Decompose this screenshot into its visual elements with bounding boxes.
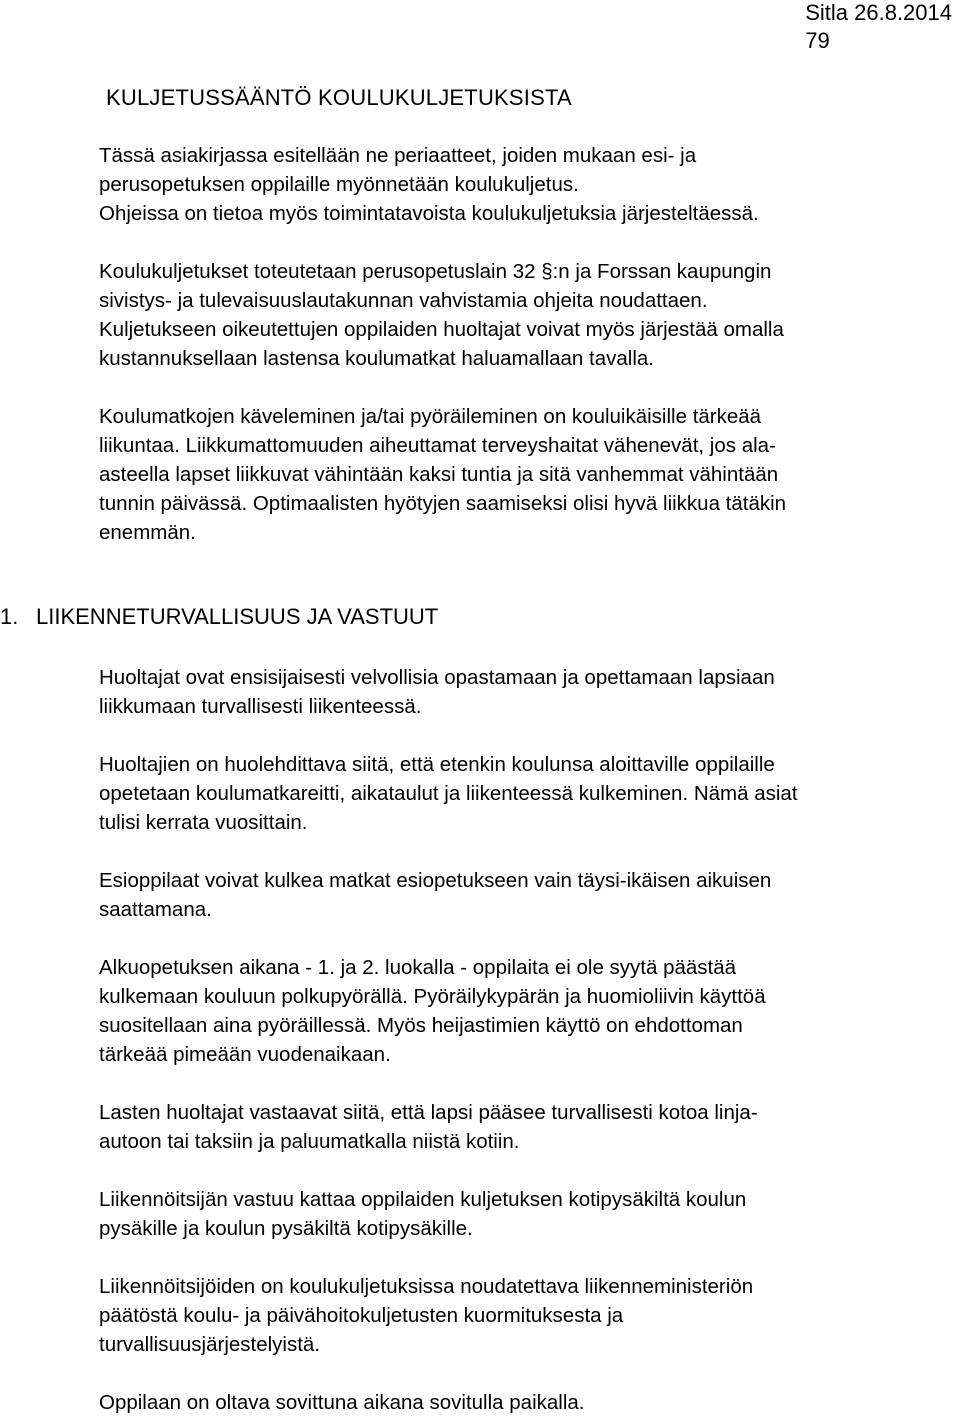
paragraph-line: kulkemaan kouluun polkupyörällä. Pyöräilykypärän ja huomioliivin käyttöä (99, 985, 766, 1008)
paragraph-line: pysäkille ja koulun pysäkiltä kotipysäkille. (99, 1217, 473, 1240)
intro-line: Ohjeissa on tietoa myös toimintatavoista koulukuljetuksia järjesteltäessä. (99, 202, 759, 225)
intro-line: Koulumatkojen käveleminen ja/tai pyöräileminen on kouluikäisille tärkeää (99, 405, 762, 428)
paragraph-line: Lasten huoltajat vastaavat siitä, että lapsi pääsee turvallisesti kotoa linja- (99, 1101, 758, 1124)
section-1-heading (0, 603, 438, 631)
document-title: KULJETUSSÄÄNTÖ KOULUKULJETUKSISTA (106, 85, 572, 110)
paragraph-line: Liikennöitsijöiden on koulukuljetuksissa noudatettava liikenneministeriön (99, 1275, 754, 1298)
paragraph-line: Alkuopetuksen aikana - 1. ja 2. luokalla - oppilaita ei ole syytä päästää (99, 956, 737, 979)
intro-line: tunnin päivässä. Optimaalisten hyötyjen saamiseksi olisi hyvä liikkua tätäkin (99, 492, 787, 515)
intro-section (99, 141, 959, 547)
paragraph-line: Esioppilaat voivat kulkea matkat esiopetukseen vain täysi-ikäisen aikuisen (99, 869, 772, 892)
paragraph-line: tärkeää pimeään vuodenaikaan. (99, 1043, 391, 1066)
page-header (805, 0, 952, 54)
paragraph (99, 866, 959, 924)
paragraph-line: saattamana. (99, 898, 212, 921)
intro-line: Tässä asiakirjassa esitellään ne periaatteet, joiden mukaan esi- ja (99, 144, 697, 167)
intro-line: asteella lapset liikkuvat vähintään kaksi tuntia ja sitä vanhemmat vähintään (99, 463, 779, 486)
paragraph-line: autoon tai taksiin ja paluumatkalla niistä kotiin. (99, 1130, 520, 1153)
paragraph (99, 1185, 959, 1243)
paragraph (99, 750, 959, 837)
paragraph-line: tulisi kerrata vuosittain. (99, 811, 308, 834)
intro-line: Koulukuljetukset toteutetaan perusopetuslain 32 §:n ja Forssan kaupungin (99, 260, 772, 283)
paragraph-line: Liikennöitsijän vastuu kattaa oppilaiden kuljetuksen kotipysäkiltä koulun (99, 1188, 747, 1211)
paragraph-line: päätöstä koulu- ja päivähoitokuljetusten kuormituksesta ja (99, 1304, 624, 1327)
header-date: Sitla 26.8.2014 (805, 0, 952, 25)
paragraph-line: turvallisuusjärjestelyistä. (99, 1333, 321, 1356)
intro-line: Kuljetukseen oikeutettujen oppilaiden huoltajat voivat myös järjestää omalla (99, 318, 784, 341)
section-number: 1. (0, 604, 19, 629)
paragraph (99, 953, 959, 1069)
section-1-body (99, 663, 959, 1417)
paragraph-line: opetetaan koulumatkareitti, aikataulut ja liikenteessä kulkeminen. Nämä asiat (99, 782, 798, 805)
intro-line: enemmän. (99, 521, 196, 544)
paragraph-line: Huoltajien on huolehdittava siitä, että etenkin koulunsa aloittaville oppilaille (99, 753, 775, 776)
paragraph (99, 1272, 959, 1359)
paragraph-line: liikkumaan turvallisesti liikenteessä. (99, 695, 422, 718)
intro-line: perusopetuksen oppilaille myönnetään koulukuljetus. (99, 173, 579, 196)
paragraph (99, 663, 959, 721)
paragraph (99, 1098, 959, 1156)
intro-line: liikuntaa. Liikkumattomuuden aiheuttamat terveyshaitat vähenevät, jos ala- (99, 434, 776, 457)
paragraph-line: suositellaan aina pyöräillessä. Myös heijastimien käyttö on ehdottoman (99, 1014, 743, 1037)
paragraph-line: Oppilaan on oltava sovittuna aikana sovitulla paikalla. (99, 1391, 585, 1414)
paragraph-line: Huoltajat ovat ensisijaisesti velvollisia opastamaan ja opettamaan lapsiaan (99, 666, 775, 689)
section-title: LIIKENNETURVALLISUUS JA VASTUUT (36, 604, 439, 629)
intro-line: sivistys- ja tulevaisuuslautakunnan vahvistamia ohjeita noudattaen. (99, 289, 708, 312)
paragraph (99, 1388, 959, 1417)
intro-line: kustannuksellaan lastensa koulumatkat haluamallaan tavalla. (99, 347, 654, 370)
header-page-number: 79 (805, 28, 830, 53)
